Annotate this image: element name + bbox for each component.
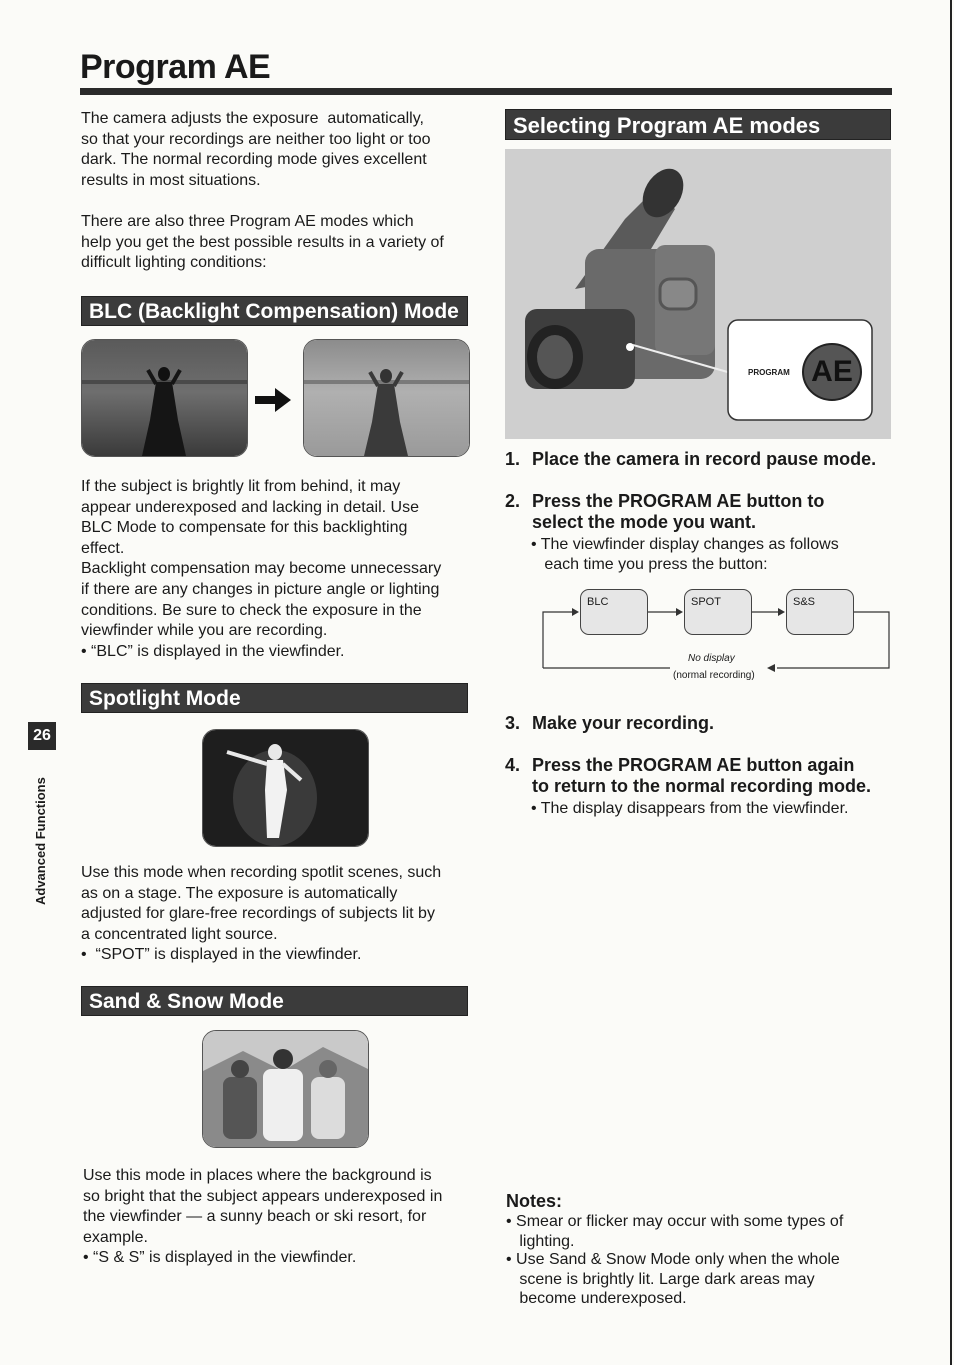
intro-paragraph-1 [81, 109, 431, 191]
blc-heading: BLC (Backlight Compensation) Mode [81, 296, 468, 326]
text-line: Use this mode in places where the background is [83, 1167, 432, 1184]
page-edge [950, 0, 952, 1365]
text-line: • “BLC” is displayed in the viewfinder. [81, 642, 345, 660]
text-line: Use this mode when recording spotlit scenes, such [81, 864, 442, 881]
spotlight-body [81, 863, 441, 966]
mode-cycle-diagram [542, 585, 892, 685]
text-line: if there are any changes in picture angle or lighting [81, 580, 440, 598]
text-line: • The display disappears from the viewfinder. [531, 800, 849, 817]
page-number-badge: 26 [28, 722, 56, 750]
blc-mode-box: BLC [580, 589, 648, 635]
arrow-right-icon [255, 388, 291, 417]
sandsnow-photo [202, 1030, 369, 1148]
text-line: If the subject is brightly lit from behind, it may [81, 478, 401, 495]
text-line: BLC Mode to compensate for this backlighting [81, 519, 408, 537]
step-4-note [531, 799, 848, 819]
text-line: scene is brightly lit. Large dark areas may [506, 1270, 815, 1288]
text-line: results in most situations. [81, 171, 261, 189]
page-title: Program AE [80, 48, 271, 86]
intro-paragraph-2 [81, 212, 444, 274]
title-rule [80, 88, 892, 95]
text-line: Backlight compensation may become unnecessary [81, 560, 442, 578]
text-line: • The viewfinder display changes as follows [531, 536, 839, 553]
text-line: The camera adjusts the exposure automatically, [81, 110, 424, 127]
text-line: dark. The normal recording mode gives excellent [81, 151, 427, 169]
text-line: There are also three Program AE modes which [81, 213, 414, 230]
text-line: Place the camera in record pause mode. [532, 449, 877, 469]
text-line: Make your recording. [532, 713, 715, 733]
spotlight-photo [202, 729, 369, 847]
text-line: Press the PROGRAM AE button to [532, 491, 825, 511]
section-label: Advanced Functions [33, 777, 48, 905]
text-line: effect. [81, 539, 125, 557]
text-line: appear underexposed and lacking in detail. Use [81, 498, 420, 516]
text-line: example. [83, 1228, 148, 1246]
text-line: Press the PROGRAM AE button again [532, 755, 855, 775]
text-line: • Smear or flicker may occur with some types of [506, 1213, 844, 1230]
notes-heading: Notes: [506, 1191, 563, 1211]
text-line: so bright that the subject appears underexposed in [83, 1187, 443, 1205]
text-line: so that your recordings are neither too light or too [81, 130, 431, 148]
text-line: a concentrated light source. [81, 925, 278, 943]
spotlight-heading: Spotlight Mode [81, 683, 468, 713]
step-2-note [531, 535, 839, 574]
text-line: • “S & S” is displayed in the viewfinder. [83, 1249, 357, 1267]
text-line: each time you press the button: [531, 555, 768, 573]
text-line: as on a stage. The exposure is automatically [81, 884, 398, 902]
blc-after-photo [303, 339, 470, 457]
text-line: • “SPOT” is displayed in the viewfinder. [81, 946, 362, 964]
text-line: to return to the normal recording mode. [532, 776, 872, 796]
ae-button-icon: AE [802, 343, 862, 401]
camcorder-illustration [505, 149, 891, 439]
no-display-label: No display [688, 653, 735, 664]
text-line: lighting. [506, 1232, 575, 1250]
blc-before-photo [81, 339, 248, 457]
text-line: adjusted for glare-free recordings of subjects lit by [81, 905, 435, 923]
program-button-label: PROGRAM [748, 368, 790, 377]
text-line: select the mode you want. [532, 512, 757, 532]
note-1 [506, 1212, 843, 1251]
sandsnow-body [83, 1166, 442, 1269]
text-line: • Use Sand & Snow Mode only when the whole [506, 1251, 840, 1268]
spot-mode-box: SPOT [684, 589, 752, 635]
text-line: become underexposed. [506, 1290, 687, 1307]
blc-body [81, 477, 441, 662]
text-line: help you get the best possible results in a variety of [81, 233, 444, 251]
text-line: conditions. Be sure to check the exposure in the [81, 601, 422, 619]
text-line: difficult lighting conditions: [81, 254, 267, 272]
normal-recording-label: (normal recording) [673, 670, 755, 681]
sandsnow-heading: Sand & Snow Mode [81, 986, 468, 1016]
text-line: viewfinder while you are recording. [81, 622, 328, 640]
selecting-heading: Selecting Program AE modes [505, 109, 891, 140]
note-2 [506, 1250, 840, 1309]
text-line: the viewfinder — a sunny beach or ski resort, for [83, 1208, 427, 1226]
ss-mode-box: S&S [786, 589, 854, 635]
